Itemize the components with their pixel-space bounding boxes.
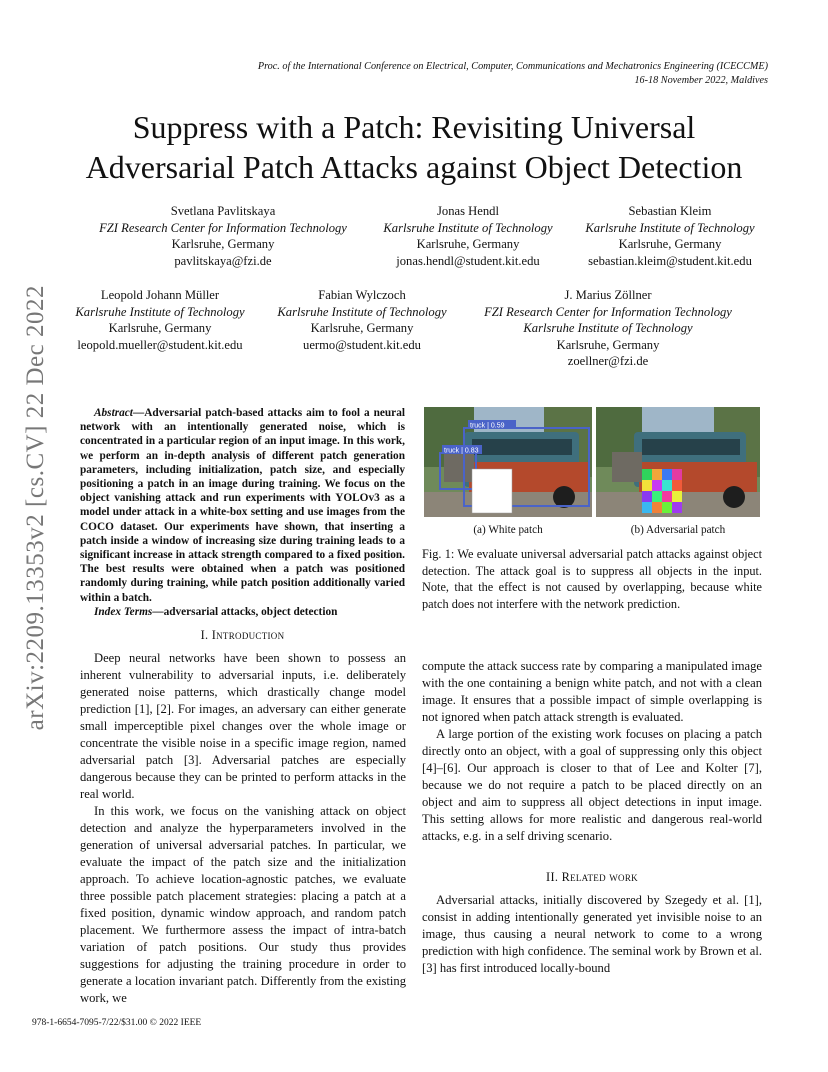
author-name: Sebastian Kleim [628, 204, 712, 218]
author-affiliation: Karlsruhe Institute of Technology [585, 220, 755, 235]
author-email[interactable]: pavlitskaya@fzi.de [174, 253, 272, 268]
subcaption-a: (a) White patch [473, 524, 543, 536]
author-affiliation: Karlsruhe Institute of Technology [75, 304, 245, 319]
abstract-text: —Adversarial patch-based attacks aim to fool a neural network with an intentionally generated noise, which is concentrated in a particular region of an input image. In this work, we perform an in-depth analysis of different patch generation parameters, including initialization, patch size, and especially positioning a patch in an image during training. We focus on the object vanishing attack and run experiments with YOLOv3 as a model under attack in a white-box setting and use images from the COCO dataset. Our experiments have shown, that inserting a patch inside a window of increasing size during training leads to a significant increase in attack strength compared to a fixed position. The best results were obtained when a patch was positioned randomly during training, while patch position additionally varied within a batch. [80, 407, 405, 604]
author-city: Karlsruhe, Germany [310, 321, 414, 335]
author-block-2 [370, 203, 566, 269]
author-name: Jonas Hendl [437, 204, 499, 218]
author-city: Karlsruhe, Germany [108, 321, 212, 335]
right-paragraph-1: compute the attack success rate by comparing a manipulated image with the one containing a benign white patch, and not with a clean image. It ensures that a possible impact of simple overlapping is not ignored when patch attack strength is evaluated. [422, 659, 762, 724]
author-block-4 [62, 287, 258, 353]
author-block-3 [572, 203, 768, 269]
author-name: J. Marius Zöllner [564, 288, 652, 302]
section-heading-related-work: II. Related work [546, 870, 638, 884]
right-paragraph-2: A large portion of the existing work focuses on placing a patch directly onto an object, with a goal of suppressing only this object [4]–[6]. Our approach is closer to that of Lee and Kolter [7], because we do not require a patch to be placed directly on an object and aim to suppress all object detections in input image. This setting allows for more realistic and dangerous real-world attacks, e.g. in a self driving scenario. [422, 727, 762, 843]
section-heading-introduction: I. Introduction [200, 628, 285, 642]
intro-paragraph-2: In this work, we focus on the vanishing attack on object detection and analyze the hyperparameters involved in the generation of universal adversarial patches. In particular, we evaluate the impact of the patch size and the initialization approach. To achieve location-agnostic patches, we evaluate three possible patch placement strategies: placing a patch at a fixed position, dynamic window approach, and random patch placement. We furthermore assess the impact of intra-batch variation of patch positions. Our study thus provides suggestions for adjusting the training procedure in order to generate a location invariant patch. Differently from the existing work, we [80, 804, 406, 1005]
figure-image-adversarial-patch [596, 407, 760, 517]
subcaption-b: (b) Adversarial patch [630, 524, 726, 536]
index-terms-label: Index Terms [94, 605, 153, 618]
author-name: Leopold Johann Müller [100, 288, 220, 302]
author-affiliation: Karlsruhe Institute of Technology [383, 220, 553, 235]
copyright-footer: 978-1-6654-7095-7/22/$31.00 © 2022 IEEE [32, 1018, 202, 1028]
author-city: Karlsruhe, Germany [416, 237, 520, 251]
paper-title [40, 107, 788, 187]
abstract-label: Abstract [94, 407, 133, 419]
noise-patch [642, 469, 682, 513]
author-affiliation: FZI Research Center for Information Technology [484, 304, 732, 319]
author-city: Karlsruhe, Germany [618, 237, 722, 251]
index-terms-text: —adversarial attacks, object detection [152, 605, 338, 618]
author-city: Karlsruhe, Germany [171, 237, 275, 251]
author-affiliation: FZI Research Center for Information Technology [99, 220, 347, 235]
left-column-body [80, 650, 406, 1007]
title-line-2: Adversarial Patch Attacks against Object Detection [85, 149, 743, 185]
abstract [80, 406, 405, 619]
related-paragraph-1: Adversarial attacks, initially discovered by Szegedy et al. [1], consist in adding intentionally generated yet invisible noise to an image, thus causing a neural network to come to a wrong prediction with high confidence. The seminal work by Brown et al. [3] has first introduced locally-bound [422, 893, 762, 975]
related-work-body [422, 892, 762, 977]
white-patch-illustration [424, 407, 592, 517]
adversarial-patch-illustration [596, 407, 760, 517]
detection-label-1: truck | 0.59 [470, 422, 505, 430]
venue-line-1: Proc. of the International Conference on Electrical, Computer, Communications and Mechatronics Engineering (ICECCME) [257, 61, 768, 72]
venue-line-2: 16-18 November 2022, Maldives [634, 75, 768, 86]
intro-paragraph-1: Deep neural networks have been shown to possess an inherent vulnerability to adversarial inputs, i.e. deliberately generated noise patterns, which drastically change model prediction [1], [2]. For images, an adversary can either generate small imperceptible pixel changes over the whole image or concentrate the visible noise in a specific image region, named adversarial patch [3]. Adversarial patches are especially dangerous because they can be printed to perform attacks in the real world. [80, 651, 406, 801]
right-column-body [422, 658, 762, 845]
author-name: Svetlana Pavlitskaya [170, 204, 276, 218]
author-email[interactable]: jonas.hendl@student.kit.edu [396, 253, 540, 268]
author-block-1 [84, 203, 362, 269]
author-name: Fabian Wylczoch [318, 288, 406, 302]
author-email[interactable]: zoellner@fzi.de [567, 354, 649, 368]
arxiv-stamp: arXiv:2209.13353v2 [cs.CV] 22 Dec 2022 [22, 285, 49, 731]
author-block-6 [466, 287, 750, 370]
title-line-1: Suppress with a Patch: Revisiting Universal [132, 109, 696, 145]
author-city: Karlsruhe, Germany [556, 337, 660, 352]
author-affiliation-2: Karlsruhe Institute of Technology [523, 321, 693, 335]
detection-label-2: truck | 0.83 [444, 447, 479, 455]
figure-image-white-patch [424, 407, 592, 517]
author-affiliation: Karlsruhe Institute of Technology [277, 304, 447, 319]
author-email[interactable]: sebastian.kleim@student.kit.edu [588, 253, 752, 268]
author-block-5 [264, 287, 460, 353]
author-email[interactable]: leopold.mueller@student.kit.edu [77, 337, 243, 352]
author-email[interactable]: uermo@student.kit.edu [303, 337, 421, 352]
figure-caption: Fig. 1: We evaluate universal adversarial patch attacks against object detection. The attack goal is to suppress all objects in the input. Note, that the effect is not caused by overlapping, because white patch does not interfere with the network prediction. [422, 547, 762, 611]
